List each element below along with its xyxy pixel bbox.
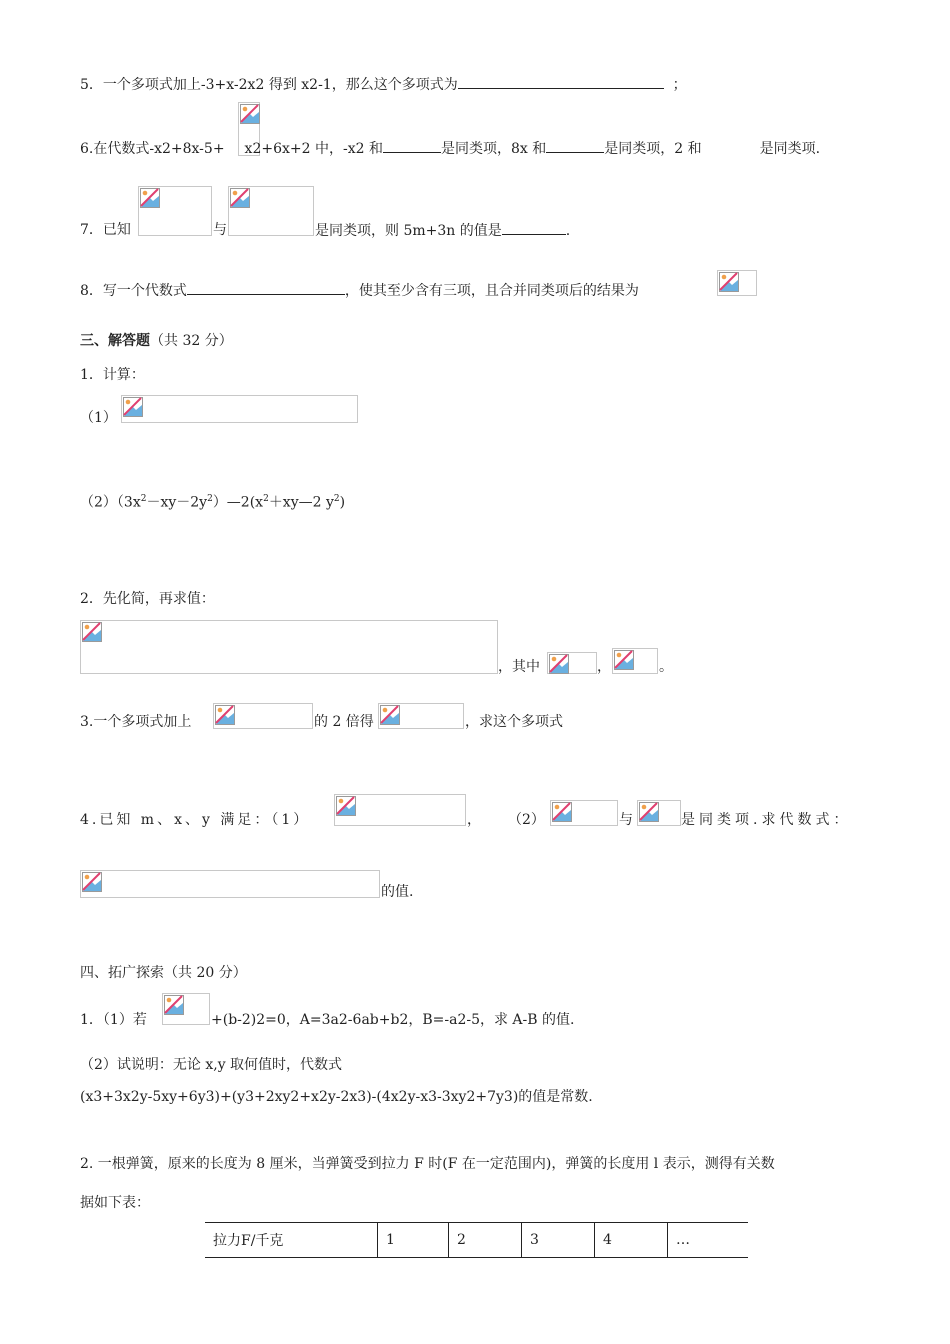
broken-image-icon [140, 188, 160, 208]
s3-question-2: 2．先化简，再求值： [80, 591, 215, 607]
formula-image [550, 800, 618, 826]
question-8: 8．写一个代数式 ，使其至少含有三项，且合并同类项后的结果为 [80, 280, 639, 301]
question-6: 6.在代数式-x2+8x-5+ x2+6x+2 中，-x2 和 是同类项，8x 和 是同类项，2 和 是同类项. [80, 138, 820, 159]
table-row [205, 1223, 748, 1258]
s4-question-1: 1．（1）若 [80, 1012, 147, 1028]
table-cell: 1 [378, 1223, 449, 1258]
formula-image [80, 870, 380, 898]
broken-image-icon [719, 272, 739, 292]
s3-question-1-part-2: $(2)(3x^2-xy-2y^2)—2(x^2+xy—2$ $y^2$) [80, 494, 346, 511]
s4-question-2: 2. 一根弹簧，原来的长度为 8 厘米，当弹簧受到拉力 F 时(F 在一定范围内)，弹簧的长度用 l 表示，测得有关数 [80, 1156, 775, 1172]
broken-image-icon [164, 995, 184, 1015]
table-header-cell: 拉力F/千克 [205, 1223, 378, 1258]
formula-image [717, 270, 757, 296]
table-cell: 2 [449, 1223, 522, 1258]
broken-image-icon [123, 397, 143, 417]
broken-image-icon [380, 705, 400, 725]
formula-image [547, 652, 597, 674]
answer-blank [187, 280, 345, 295]
formula-image [162, 993, 210, 1025]
question-5: 5．一个多项式加上-3+x-2x2 得到 x2-1，那么这个多项式为 ； [80, 74, 687, 95]
answer-blank [546, 138, 604, 153]
section-4-heading: 四、拓广探索（共 20 分） [80, 965, 247, 981]
formula-image [612, 648, 658, 674]
formula-image [378, 703, 464, 729]
table-cell: 3 [522, 1223, 595, 1258]
question-7: 7．已知 [80, 222, 131, 238]
s3-question-3: 3.一个多项式加上 [80, 714, 192, 730]
answer-blank [458, 74, 664, 89]
broken-image-icon [549, 654, 569, 674]
formula-image [228, 186, 314, 236]
formula-image [213, 703, 313, 729]
broken-image-icon [215, 705, 235, 725]
s4-question-1-part-2: （2）试说明：无论 x,y 取何值时，代数式 [80, 1057, 343, 1073]
formula-image [334, 794, 466, 826]
section-3-heading: 三、解答题（共 32 分） [80, 333, 233, 349]
broken-image-icon [240, 104, 260, 124]
broken-image-icon [639, 802, 659, 822]
answer-blank [383, 138, 441, 153]
broken-image-icon [82, 872, 102, 892]
formula-image [80, 620, 498, 674]
s3-question-1: 1．计算： [80, 367, 145, 383]
broken-image-icon [552, 802, 572, 822]
s3-question-4: 4.已知 m、x、y 满足：（1） [80, 812, 311, 828]
formula-image [121, 395, 358, 423]
broken-image-icon [82, 622, 102, 642]
answer-blank [502, 220, 566, 235]
broken-image-icon [614, 650, 634, 670]
formula-image [637, 800, 681, 826]
broken-image-icon [336, 796, 356, 816]
table-cell: 4 [595, 1223, 668, 1258]
table-cell: … [668, 1223, 749, 1258]
formula-image [138, 186, 212, 236]
data-table [205, 1222, 748, 1258]
broken-image-icon [230, 188, 250, 208]
